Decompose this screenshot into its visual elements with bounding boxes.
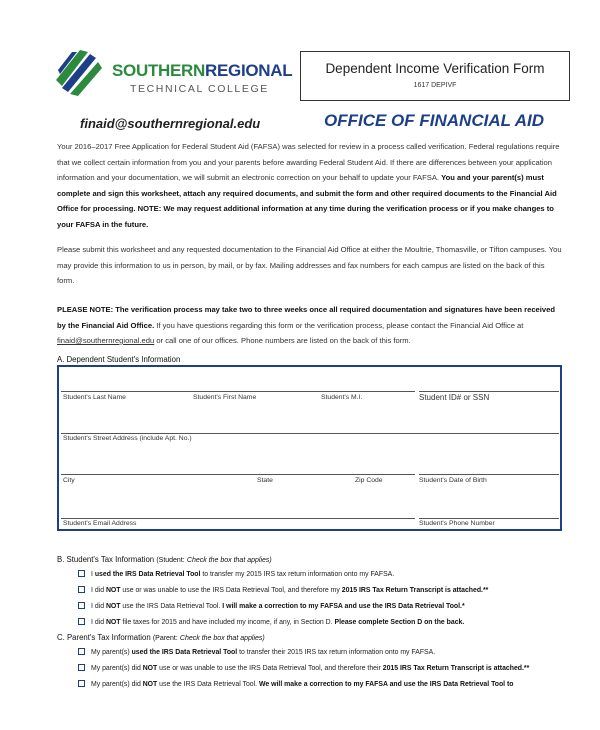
checkbox[interactable] [78, 664, 85, 671]
opt-text: I did [91, 603, 106, 610]
opt-bold: 2015 IRS Tax Return Transcript is attached.** [382, 665, 530, 672]
section-b-hint-label: (Student: [156, 557, 185, 564]
city-field-underline[interactable] [61, 474, 415, 475]
parent-option-drt[interactable] [78, 648, 435, 656]
logo-subtitle: TECHNICAL COLLEGE [130, 83, 269, 95]
parent-option-transcript[interactable] [78, 664, 529, 672]
opt-text: file taxes for 2015 and have included my income, if any, in Section D. [120, 619, 335, 626]
opt-bold: We will make a correction to my FAFSA and use the IRS Data Retrieval Tool to [259, 681, 514, 688]
opt-text: to transfer my 2015 IRS tax return information onto my FAFSA. [200, 571, 395, 578]
address-field-underline[interactable] [61, 433, 559, 434]
student-option-drt[interactable] [78, 570, 394, 578]
form-title-box [300, 51, 570, 101]
opt-bold: NOT [142, 681, 158, 688]
opt-text: I did [91, 587, 106, 594]
checkbox[interactable] [78, 618, 85, 625]
intro-paragraph-3 [57, 302, 562, 349]
checkbox[interactable] [78, 586, 85, 593]
intro-paragraph-1 [57, 139, 562, 232]
student-option-correction[interactable] [78, 602, 465, 610]
phone-field-underline[interactable] [419, 518, 559, 519]
city-label: City [63, 477, 75, 484]
student-option-transcript[interactable] [78, 586, 488, 594]
opt-bold: I will make a correction to my FAFSA and use the IRS Data Retrieval Tool.* [222, 603, 465, 610]
section-c-hint-label: (Parent: [152, 635, 178, 642]
opt-text: My parent(s) did [91, 665, 143, 672]
first-name-label: Student's First Name [193, 394, 257, 401]
dob-field-underline[interactable] [419, 474, 559, 475]
opt-bold: 2015 IRS Tax Return Transcript is attached.** [341, 587, 489, 594]
section-b-title [57, 555, 272, 564]
parent-option-correction[interactable] [78, 680, 514, 688]
opt-text: I did [91, 619, 106, 626]
opt-bold: used the IRS Data Retrieval Tool [131, 649, 238, 656]
opt-bold: Please complete Section D on the back. [334, 619, 465, 626]
section-a-title: A. Dependent Student's Information [57, 355, 181, 364]
opt-text: use or was unable to use the IRS Data Retrieval Tool, and therefore their [157, 665, 383, 672]
intro-p3-text-a: If you have questions regarding this form or the verification process, please contact the Financial Aid Office at [154, 320, 524, 330]
section-b-title-text: B. Student's Tax Information [57, 555, 155, 564]
stripes-emblem-icon [50, 44, 106, 100]
opt-text: use or was unable to use the IRS Data Retrieval Tool, and therefore my [120, 587, 342, 594]
checkbox[interactable] [78, 648, 85, 655]
intro-p1-text: Your 2016–2017 Free Application for Federal Student Aid (FAFSA) was selected for review in a process called verification. Federal regulations require that we collect certain information from you and your parents before awarding Federal Student Aid. If there are differences between your application information and your documentation, we will submit an electronic correction on your behalf to update your FAFSA. [57, 142, 560, 182]
college-logo [50, 44, 293, 104]
opt-text: My parent(s) did [91, 681, 143, 688]
section-b-hint: Check the box that applies) [186, 557, 272, 564]
name-field-underline[interactable] [61, 391, 415, 392]
id-field-underline[interactable] [419, 391, 559, 392]
email-label: Student's Email Address [63, 520, 137, 527]
opt-text: I [91, 571, 95, 578]
form-title: Dependent Income Verification Form [325, 61, 545, 76]
opt-bold: NOT [142, 665, 158, 672]
section-c-hint: Check the box that applies) [179, 635, 265, 642]
office-email[interactable]: finaid@southernregional.edu [80, 116, 261, 131]
opt-bold: NOT [105, 619, 121, 626]
address-label: Student's Street Address (include Apt. No.) [63, 435, 192, 442]
checkbox[interactable] [78, 602, 85, 609]
form-code: 1617 DEPIVF [413, 82, 457, 89]
state-label: State [257, 477, 273, 484]
student-id-label: Student ID# or SSN [419, 393, 490, 402]
checkbox[interactable] [78, 570, 85, 577]
intro-p3-text-b: or call one of our offices. Phone numbers are listed on the back of this form. [154, 336, 411, 345]
logo-wordmark [112, 61, 292, 81]
last-name-label: Student's Last Name [63, 394, 126, 401]
please-note-bold: PLEASE NOTE: The verification process may take two to three weeks once all required documentation and signatures have been received by the Financial Aid Office. [57, 305, 555, 330]
dob-label: Student's Date of Birth [419, 477, 487, 484]
opt-text: to transfer their 2015 IRS tax return information onto my FAFSA. [237, 649, 436, 656]
opt-bold: NOT [105, 603, 121, 610]
checkbox[interactable] [78, 680, 85, 687]
mi-label: Student's M.I. [321, 394, 363, 401]
opt-text: use the IRS Data Retrieval Tool. [120, 603, 223, 610]
phone-label: Student's Phone Number [419, 520, 495, 527]
student-option-no-taxes[interactable] [78, 618, 464, 626]
section-c-title-text: C. Parent's Tax Information [57, 633, 151, 642]
logo-word-southern: SOUTHERN [112, 61, 205, 80]
opt-text: My parent(s) [91, 649, 132, 656]
opt-bold: used the IRS Data Retrieval Tool [94, 571, 201, 578]
opt-text: use the IRS Data Retrieval Tool. [157, 681, 260, 688]
section-c-title [57, 633, 265, 642]
zip-label: Zip Code [355, 477, 383, 484]
email-field-underline[interactable] [61, 518, 415, 519]
logo-word-regional: REGIONAL [205, 61, 293, 80]
intro-paragraph-2: Please submit this worksheet and any requested documentation to the Financial Aid Office at either the Moultrie, Thomasville, or Tifton campuses. You may provide this information to us in person, by mail, or by fax. Mailing addresses and fax numbers for each campus are listed on the back of this form. [57, 245, 562, 285]
intro-p3-email-link[interactable]: finaid@southernregional.edu [57, 336, 155, 345]
student-info-box [57, 365, 562, 531]
opt-bold: NOT [105, 587, 121, 594]
office-title: OFFICE OF FINANCIAL AID [324, 111, 545, 130]
intro-p1-bold: You and your parent(s) must complete and sign this worksheet, attach any required documents, and submit the form and other required documents to the Financial Aid Office for processing. NOTE: We may request additional information at any time during the verification process or if you make changes to your FAFSA in the future. [57, 173, 557, 229]
